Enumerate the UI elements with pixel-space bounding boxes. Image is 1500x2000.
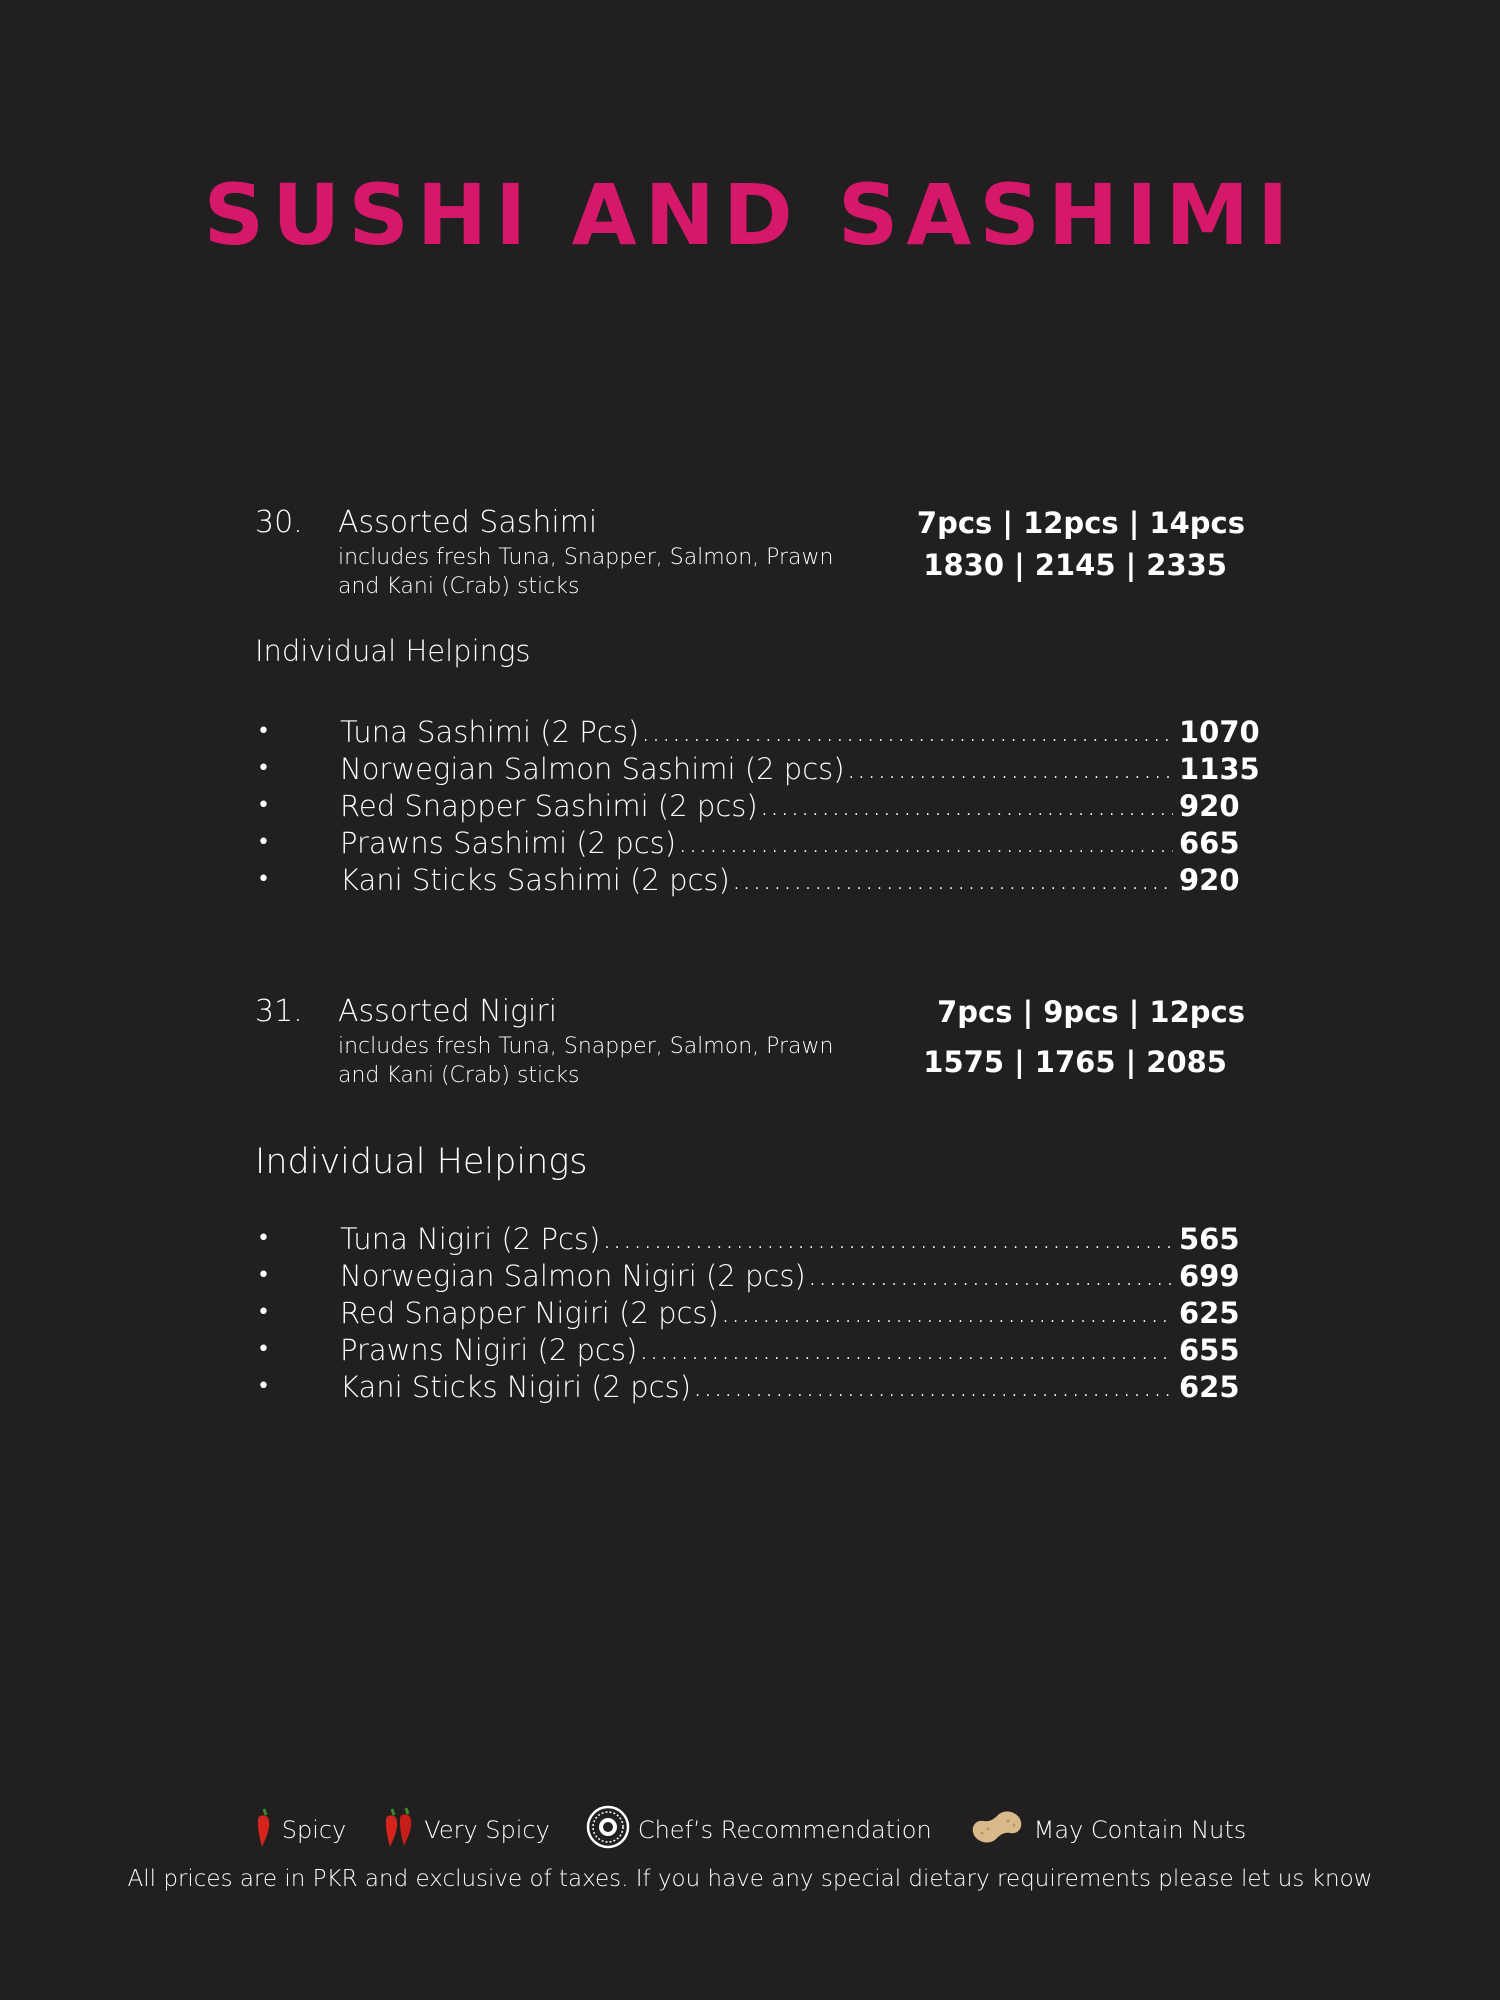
item-price: 565 [1179,1221,1240,1256]
item-price: 920 [1179,788,1240,823]
menu-section-assorted-nigiri [255,992,1245,1405]
item-label: Norwegian Salmon Nigiri (2 pcs) [340,1258,806,1293]
item-price: 665 [1179,825,1240,860]
dot-leader [721,1294,1173,1331]
item-price: 699 [1179,1258,1240,1293]
item-description [338,543,878,601]
bullet: • [257,1226,270,1251]
chili-pepper-icon [254,1805,274,1855]
page-title: SUSHI AND SASHIMI [203,166,1297,264]
helpings-heading: Individual Helpings [255,1142,588,1182]
item-price: 1070 [1179,714,1260,749]
item-name: Assorted Nigiri [338,994,558,1029]
peanut-icon [968,1805,1026,1855]
bullet: • [257,1300,270,1325]
size-options: 7pcs | 9pcs | 12pcs [937,995,1245,1029]
legend-entry-very-spicy [382,1805,550,1855]
item-description [338,1032,878,1090]
list-item [255,824,1245,861]
legend-label: Spicy [281,1816,347,1844]
chef-recommendation-seal-icon [586,1805,630,1855]
item-price: 655 [1179,1332,1240,1367]
bullet: • [257,830,270,855]
size-prices: 1575 | 1765 | 2085 [923,1045,1227,1079]
description-line: includes fresh Tuna, Snapper, Salmon, Prawn [338,545,834,570]
list-item [255,787,1245,824]
feature-item [255,992,1245,1102]
list-item [255,750,1260,787]
item-label: Norwegian Salmon Sashimi (2 pcs) [340,751,845,786]
legend-entry-nuts [968,1805,1247,1855]
dot-leader [641,713,1173,750]
item-label: Prawns Sashimi (2 pcs) [340,825,677,860]
list-item [255,1294,1245,1331]
list-item [255,861,1245,898]
item-number: 31. [255,994,303,1029]
helpings-list [255,1220,1245,1405]
legend-entry-spicy [254,1805,347,1855]
bullet: • [257,793,270,818]
item-price: 625 [1179,1369,1240,1404]
item-label: Tuna Nigiri (2 Pcs) [340,1221,601,1256]
legend-label: May Contain Nuts [1033,1816,1247,1844]
dot-leader [847,750,1173,787]
dot-leader [760,787,1173,824]
item-label: Kani Sticks Sashimi (2 pcs) [340,862,730,897]
dot-leader [808,1257,1173,1294]
feature-item [255,503,1245,613]
item-label: Prawns Nigiri (2 pcs) [340,1332,638,1367]
legend-label: Very Spicy [424,1816,550,1844]
item-number: 30. [255,505,303,540]
item-price: 920 [1179,862,1240,897]
list-item [255,1331,1245,1368]
legend-entry-chef-recommendation [586,1805,932,1855]
double-chili-pepper-icon [382,1805,416,1855]
dot-leader [678,824,1173,861]
bullet: • [257,1374,270,1399]
legend [0,1805,1500,1855]
bullet: • [257,1337,270,1362]
dot-leader [602,1220,1173,1257]
description-line: includes fresh Tuna, Snapper, Salmon, Prawn [338,1034,834,1059]
item-price: 625 [1179,1295,1240,1330]
menu-section-assorted-sashimi [255,503,1260,898]
dot-leader [639,1331,1173,1368]
list-item [255,1257,1245,1294]
helpings-list [255,713,1260,898]
description-line: and Kani (Crab) sticks [338,574,580,599]
size-prices: 1830 | 2145 | 2335 [923,548,1227,582]
dot-leader [693,1368,1173,1405]
list-item [255,713,1260,750]
bullet: • [257,1263,270,1288]
item-price: 1135 [1179,751,1260,786]
size-options: 7pcs | 12pcs | 14pcs [916,506,1245,540]
list-item [255,1220,1245,1257]
bullet: • [257,756,270,781]
bullet: • [257,719,270,744]
list-item [255,1368,1245,1405]
bullet: • [257,867,270,892]
item-label: Red Snapper Nigiri (2 pcs) [340,1295,719,1330]
item-label: Kani Sticks Nigiri (2 pcs) [340,1369,692,1404]
price-disclaimer: All prices are in PKR and exclusive of taxes. If you have any special dietary requirements please let us know [127,1866,1373,1892]
dot-leader [732,861,1173,898]
legend-label: Chef’s Recommendation [637,1816,932,1844]
item-label: Tuna Sashimi (2 Pcs) [340,714,640,749]
item-label: Red Snapper Sashimi (2 pcs) [340,788,758,823]
description-line: and Kani (Crab) sticks [338,1063,580,1088]
item-name: Assorted Sashimi [338,505,598,540]
helpings-heading: Individual Helpings [255,634,531,668]
